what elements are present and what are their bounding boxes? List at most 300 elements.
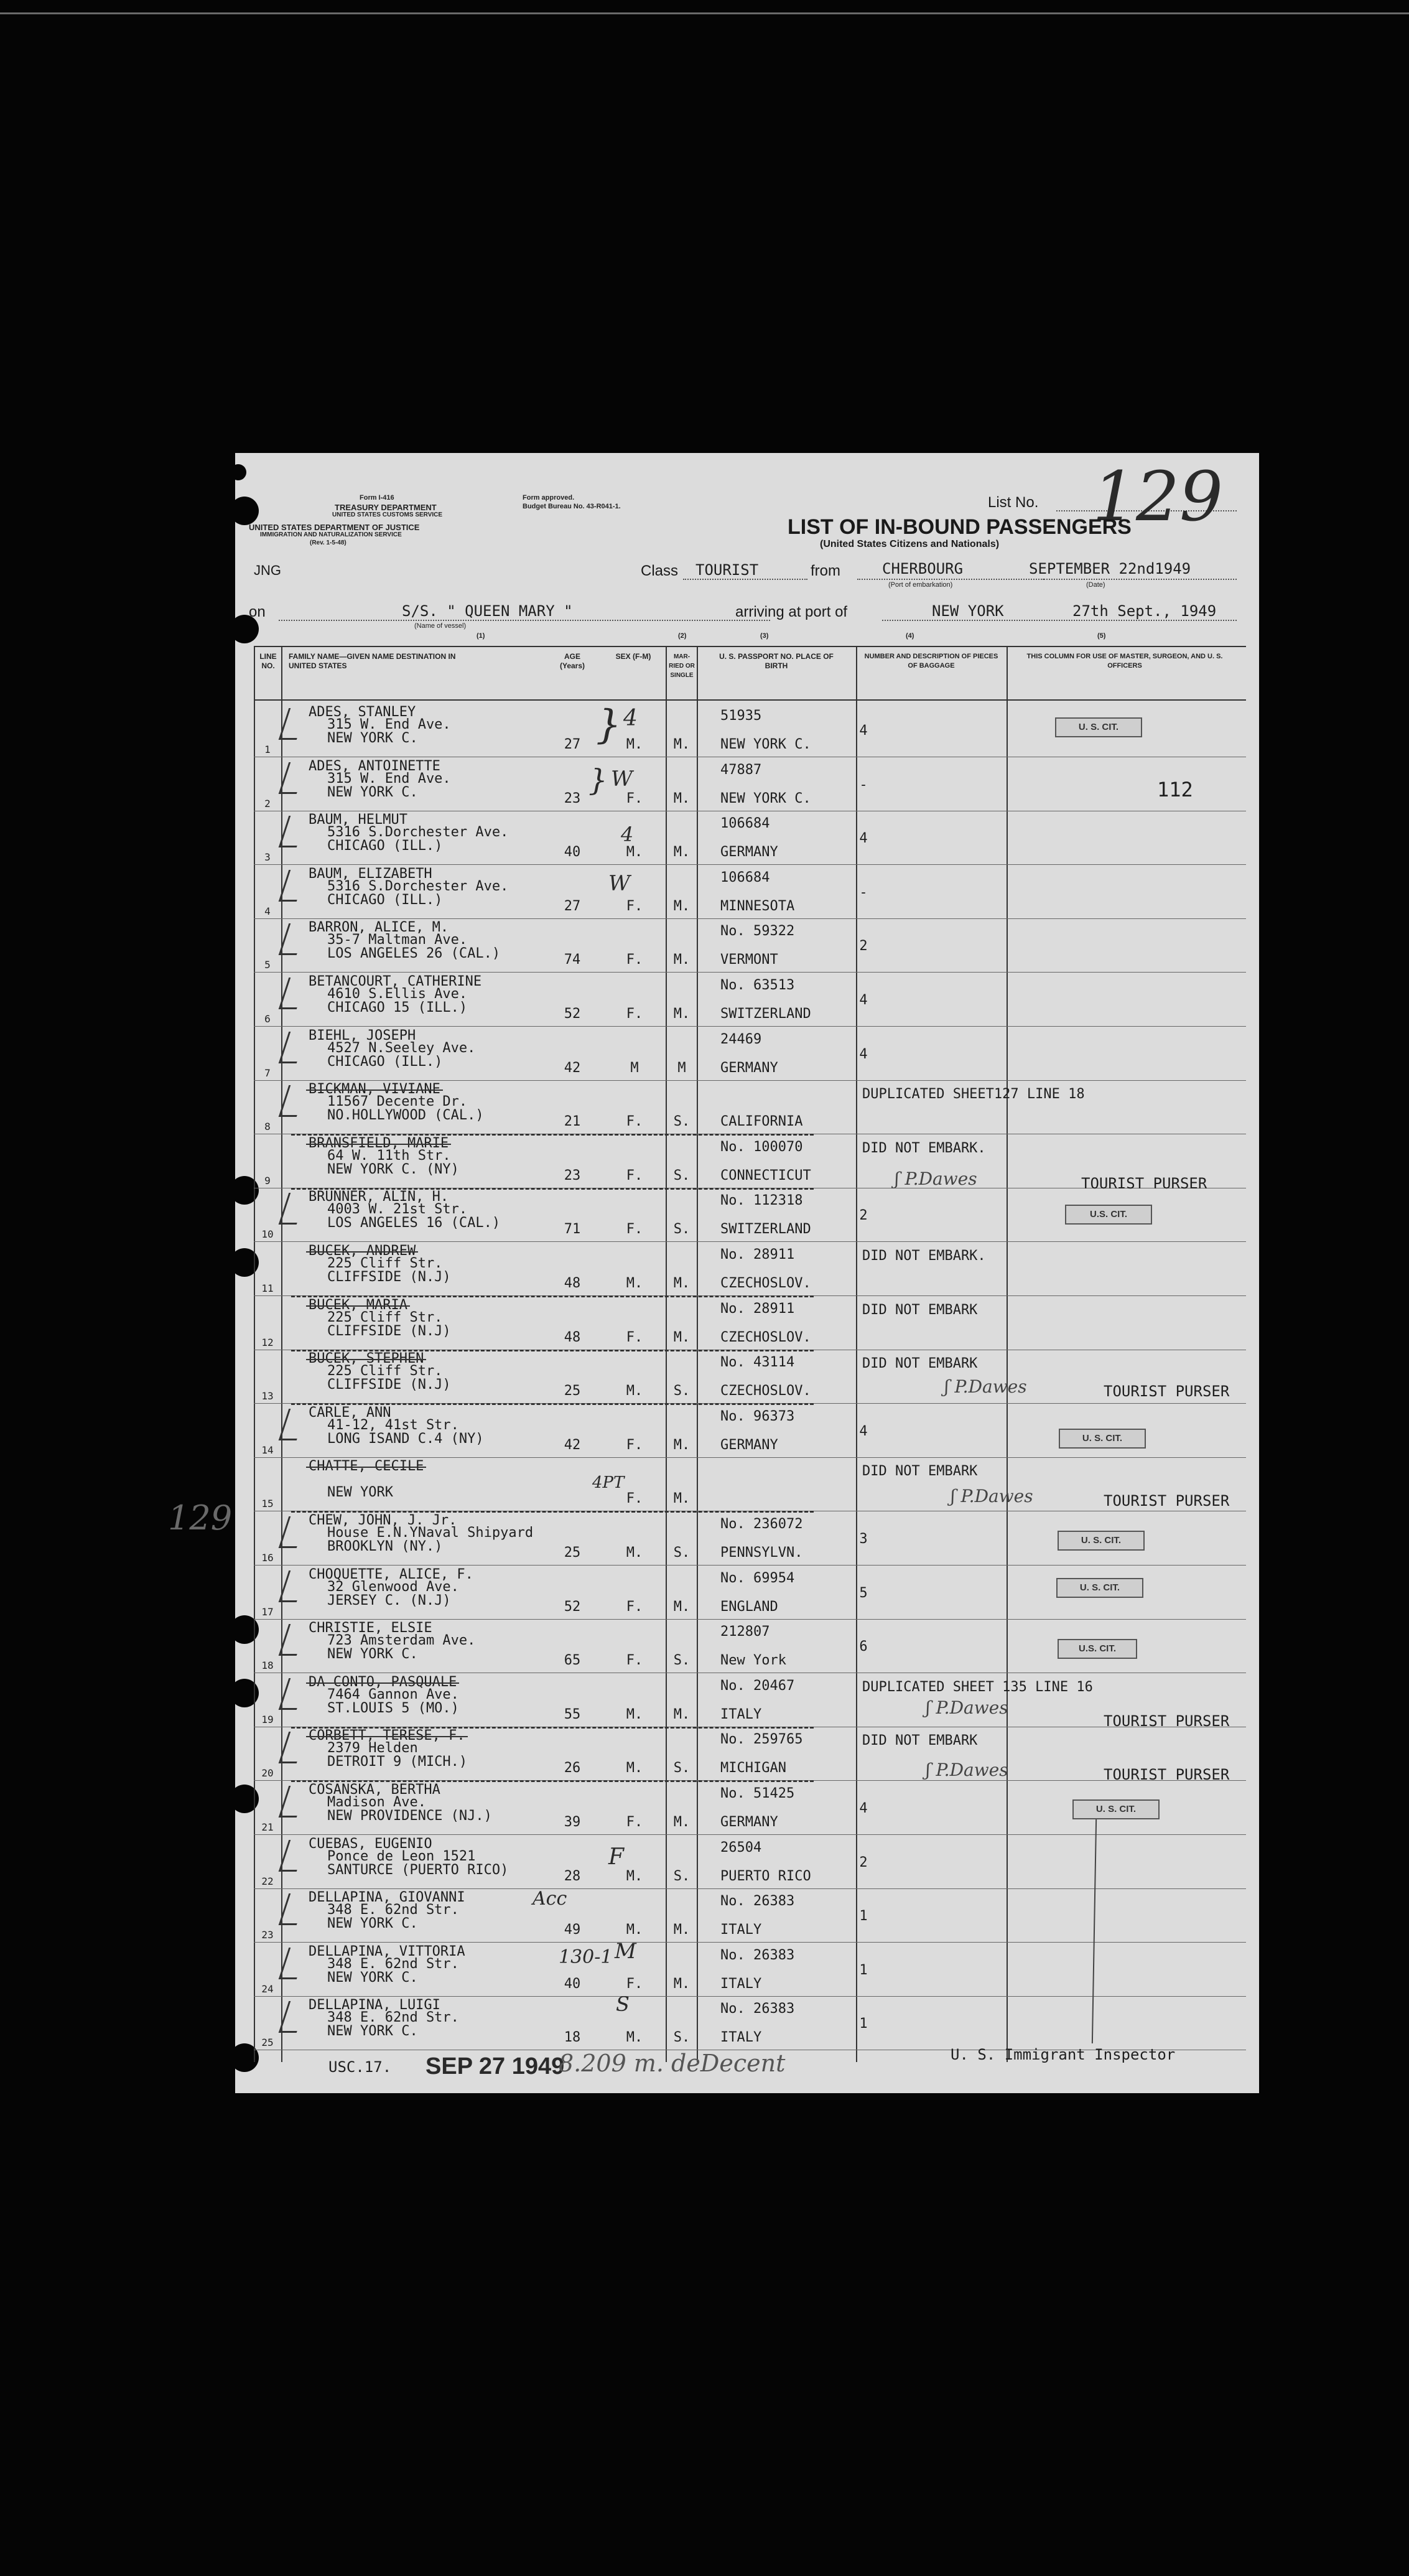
place-of-birth: NEW YORK C. (720, 790, 811, 806)
sex: F. (626, 1976, 643, 1992)
line-number: 3 (264, 851, 271, 864)
sex: F. (626, 952, 643, 968)
line-number: 17 (261, 1605, 274, 1618)
footer-mark: USC.17. (328, 2058, 392, 2076)
arrival-port: NEW YORK (932, 602, 1004, 620)
from-line (857, 579, 1044, 580)
age: 74 (564, 952, 581, 968)
line-number: 2 (264, 797, 271, 810)
row-rule (254, 1834, 1246, 1835)
col-header-age: AGE (Years) (559, 652, 585, 670)
table-row (254, 1028, 1246, 1082)
age: 40 (564, 844, 581, 861)
passport-number: 106684 (720, 869, 770, 885)
place-of-birth: New York (720, 1653, 786, 1669)
line-number: 22 (261, 1875, 274, 1887)
age: 23 (564, 1167, 581, 1183)
page-subtitle: (United States Citizens and Nationals) (820, 539, 1000, 549)
inspector-label: U. S. Immigrant Inspector (951, 2046, 1176, 2063)
line-number: 20 (261, 1767, 274, 1780)
age: 49 (564, 1922, 581, 1938)
place-of-birth: ITALY (720, 1976, 762, 1992)
age: 25 (564, 1545, 581, 1561)
passport-number: 24469 (720, 1031, 762, 1047)
passport-number: No. 28911 (720, 1247, 795, 1262)
passenger-name: CORBETT, TERESE, F. (309, 1728, 465, 1744)
vessel-line (279, 620, 770, 621)
justice-dept: UNITED STATES DEPARTMENT OF JUSTICE (249, 523, 420, 532)
passport-number: No. 96373 (720, 1408, 795, 1424)
marital-status: M (677, 1060, 686, 1076)
marital-status: S. (673, 1653, 691, 1669)
destination: NEW YORK C. (327, 1646, 418, 1663)
class-value: TOURIST (695, 561, 759, 579)
destination: DETROIT 9 (MICH.) (327, 1754, 468, 1770)
destination: ST.LOUIS 5 (MO.) (327, 1700, 459, 1716)
address: 35-7 Maltman Ave. (327, 932, 468, 948)
table-row (254, 1944, 1246, 1998)
col-header-name: FAMILY NAME—GIVEN NAME DESTINATION IN UNITED STATES (289, 652, 456, 670)
table-row (254, 1997, 1246, 2051)
us-cit-stamp: U. S. CIT. (1058, 1531, 1145, 1551)
destination: CLIFFSIDE (N.J) (327, 1377, 451, 1393)
date-caption: (Date) (1086, 581, 1105, 589)
line-number: 15 (261, 1498, 274, 1510)
destination: NO.HOLLYWOOD (CAL.) (327, 1108, 484, 1124)
binder-hole (235, 497, 259, 525)
passport-number: No. 112318 (720, 1193, 803, 1209)
table-row (254, 1728, 1246, 1782)
customs-service: UNITED STATES CUSTOMS SERVICE (332, 511, 443, 518)
col-num-2: (2) (678, 632, 687, 640)
baggage-count: 3 (859, 1531, 868, 1547)
baggage-count: 1 (859, 1962, 868, 1978)
sex: M. (626, 1868, 643, 1884)
marital-status: S. (673, 1868, 691, 1884)
address: 225 Cliff Str. (327, 1363, 443, 1379)
remark: DID NOT EMBARK (862, 1733, 978, 1749)
remark: DID NOT EMBARK (862, 1463, 978, 1480)
address: 225 Cliff Str. (327, 1256, 443, 1271)
place-of-birth: ITALY (720, 1922, 762, 1938)
table-row (254, 1297, 1246, 1351)
row-rule (254, 1942, 1246, 1943)
destination: CHICAGO (ILL.) (327, 1053, 443, 1070)
line-number: 10 (261, 1228, 274, 1241)
line-number: 4 (264, 905, 271, 917)
line-number: 24 (261, 1982, 274, 1995)
col-header-line: LINE NO. (259, 652, 277, 670)
marital-status: M. (673, 1276, 691, 1291)
passenger-name: BUCEK, ANDREW (309, 1243, 416, 1259)
place-of-birth: GERMANY (720, 1437, 778, 1453)
destination: CHICAGO (ILL.) (327, 892, 443, 908)
sex: M. (626, 1706, 643, 1722)
row-rule (254, 1026, 1246, 1027)
age: 28 (564, 1868, 581, 1884)
passport-number: No. 28911 (720, 1300, 795, 1317)
age: 71 (564, 1221, 581, 1238)
passenger-name: COSANSKA, BERTHA (309, 1782, 440, 1798)
sex: F. (626, 1114, 643, 1130)
passenger-name: BARRON, ALICE, M. (309, 920, 449, 936)
age: 40 (564, 1976, 581, 1992)
age: 25 (564, 1383, 581, 1399)
date-stamp: SEP 27 1949 (425, 2053, 565, 2079)
col-num-3: (3) (760, 632, 769, 640)
baggage-count: 4 (859, 831, 868, 847)
place-of-birth: SWITZERLAND (720, 1006, 811, 1022)
sex: F. (626, 1329, 643, 1345)
age: 42 (564, 1060, 581, 1076)
row-rule (254, 1565, 1246, 1566)
marital-status: S. (673, 1114, 691, 1130)
header-bottom-rule (254, 699, 1246, 701)
table-row (254, 1674, 1246, 1729)
budget-bureau: Budget Bureau No. 43-R041-1. (523, 503, 621, 510)
destination: NEW YORK C. (327, 2023, 418, 2040)
line-number: 14 (261, 1444, 274, 1456)
passenger-name: ADES, ANTOINETTE (309, 758, 440, 774)
row-rule (254, 1619, 1246, 1620)
destination: LOS ANGELES 26 (CAL.) (327, 946, 501, 962)
sex: M. (626, 1276, 643, 1291)
address: 4610 S.Ellis Ave. (327, 986, 468, 1002)
passenger-name: ADES, STANLEY (309, 704, 416, 720)
row-rule (254, 1996, 1246, 1997)
table-row (254, 1836, 1246, 1890)
remark: DUPLICATED SHEET127 LINE 18 (862, 1086, 1085, 1103)
margin-page-ref: 129 (168, 1498, 233, 1538)
marital-status: M. (673, 737, 691, 752)
table-row (254, 974, 1246, 1028)
destination: CLIFFSIDE (N.J) (327, 1269, 451, 1285)
sex: F. (626, 1437, 643, 1453)
purser-signature: ʃ P.Dawes (926, 1760, 1008, 1780)
baggage-count: 4 (859, 1801, 868, 1816)
place-of-birth: CZECHOSLOV. (720, 1329, 811, 1345)
baggage-count: - (859, 884, 868, 900)
place-of-birth: ENGLAND (720, 1598, 778, 1615)
line-number: 16 (261, 1552, 274, 1564)
form-approved: Form approved. (523, 494, 575, 502)
col-num-4: (4) (906, 632, 914, 640)
sex: M (630, 1060, 639, 1076)
passenger-name: BIEHL, JOSEPH (309, 1027, 416, 1043)
age: 52 (564, 1006, 581, 1022)
row-rule (254, 864, 1246, 865)
passport-number: 47887 (720, 762, 762, 778)
place-of-birth: PENNSYLVN. (720, 1545, 803, 1561)
destination: SANTURCE (PUERTO RICO) (327, 1862, 509, 1878)
passenger-name: DELLAPINA, VITTORIA (309, 1943, 465, 1959)
handwritten-note: Acc (532, 1888, 567, 1910)
passport-number: 212807 (720, 1624, 770, 1640)
table-row (254, 1890, 1246, 1944)
table-row (254, 1243, 1246, 1297)
line-number: 21 (261, 1821, 274, 1833)
passenger-name: BAUM, ELIZABETH (309, 866, 432, 882)
passenger-name: CHRISTIE, ELSIE (309, 1620, 432, 1636)
baggage-count: 2 (859, 938, 868, 954)
destination: NEW YORK C. (327, 1969, 418, 1986)
age: 27 (564, 898, 581, 914)
line-number: 12 (261, 1336, 274, 1348)
destination: NEW YORK C. (327, 730, 418, 746)
line-number: 13 (261, 1390, 274, 1402)
handwritten-f: F (608, 1844, 624, 1870)
purser-signature: ʃ P.Dawes (944, 1376, 1027, 1397)
place-of-birth: PUERTO RICO (720, 1868, 811, 1884)
handwritten-note: 130-1 (559, 1946, 613, 1968)
age: 39 (564, 1814, 581, 1830)
sex: M. (626, 1545, 643, 1561)
marital-status: M. (673, 1706, 691, 1722)
sex: F. (626, 1167, 643, 1183)
marital-status: M. (673, 790, 691, 806)
baggage-count: 1 (859, 2016, 868, 2032)
destination: LOS ANGELES 16 (CAL.) (327, 1215, 501, 1231)
address: 723 Amsterdam Ave. (327, 1633, 476, 1649)
passenger-name: BRANSFIELD, MARIE (309, 1135, 449, 1151)
line-number: 19 (261, 1713, 274, 1725)
passport-number: No. 51425 (720, 1786, 795, 1801)
row-rule (254, 1241, 1246, 1242)
baggage-count: 6 (859, 1639, 868, 1655)
marital-status: M. (673, 1329, 691, 1345)
address: 315 W. End Ave. (327, 717, 451, 732)
baggage-count: 4 (859, 1046, 868, 1062)
address: 4003 W. 21st Str. (327, 1202, 468, 1218)
sex: F. (626, 1491, 643, 1507)
passport-number: No. 259765 (720, 1732, 803, 1748)
passport-number: No. 43114 (720, 1355, 795, 1371)
marital-status: S. (673, 2030, 691, 2046)
table-top-rule (254, 646, 1246, 647)
destination: CHICAGO 15 (ILL.) (327, 1000, 468, 1015)
age: 18 (564, 2030, 581, 2046)
margin-number: 112 (1157, 778, 1193, 801)
place-of-birth: MINNESOTA (720, 898, 795, 914)
family-brace: } (596, 702, 621, 748)
purser-title: TOURIST PURSER (1081, 1175, 1207, 1192)
col-header-marital: MAR-RIED OR SINGLE (669, 653, 695, 679)
destination: CHICAGO (ILL.) (327, 838, 443, 854)
form-number: Form I-416 (360, 494, 394, 502)
address: 225 Cliff Str. (327, 1309, 443, 1325)
place-of-birth: CALIFORNIA (720, 1114, 803, 1130)
us-cit-stamp: U.S. CIT. (1058, 1639, 1137, 1659)
port-caption: (Port of embarkation) (888, 581, 953, 589)
marital-status: S. (673, 1760, 691, 1776)
marital-status: S. (673, 1545, 691, 1561)
handwritten-s: S (616, 1992, 630, 2016)
sex: M. (626, 1922, 643, 1938)
remark: DID NOT EMBARK. (862, 1140, 986, 1156)
row-rule (254, 918, 1246, 919)
passport-number: No. 100070 (720, 1139, 803, 1155)
family-brace: } (588, 763, 608, 798)
purser-title: TOURIST PURSER (1104, 1712, 1230, 1730)
col-header-baggage: NUMBER AND DESCRIPTION OF PIECES OF BAGGAGE (864, 653, 998, 670)
address: 5316 S.Dorchester Ave. (327, 824, 509, 841)
passport-number: No. 236072 (720, 1516, 803, 1532)
sex: M. (626, 844, 643, 861)
sex: F. (626, 1221, 643, 1238)
sex: F. (626, 1006, 643, 1022)
line-number: 6 (264, 1013, 271, 1025)
destination: JERSEY C. (N.J) (327, 1592, 451, 1608)
us-cit-stamp: U.S. CIT. (1065, 1205, 1152, 1225)
address: 315 W. End Ave. (327, 770, 451, 786)
place-of-birth: CZECHOSLOV. (720, 1276, 811, 1291)
arrival-line (882, 620, 1237, 621)
place-of-birth: GERMANY (720, 1814, 778, 1830)
sex: F. (626, 1598, 643, 1615)
line-number: 11 (261, 1282, 274, 1294)
line-number: 7 (264, 1066, 271, 1079)
handwritten-w: W (608, 871, 630, 896)
class-line (683, 579, 807, 580)
age: 42 (564, 1437, 581, 1453)
baggage-count: 4 (859, 992, 868, 1008)
purser-signature: ʃ P.Dawes (951, 1486, 1033, 1506)
passport-number: No. 26383 (720, 1893, 795, 1910)
class-label: Class (641, 562, 679, 579)
page-title: LIST OF IN-BOUND PASSENGERS (788, 515, 1132, 539)
baggage-count: 2 (859, 1854, 868, 1870)
address: Madison Ave. (327, 1794, 426, 1810)
passport-number: No. 59322 (720, 923, 795, 940)
destination: NEW PROVIDENCE (NJ.) (327, 1808, 492, 1824)
table-row (254, 1081, 1246, 1136)
row-rule (254, 1457, 1246, 1458)
place-of-birth: NEW YORK C. (720, 737, 811, 752)
age: 26 (564, 1760, 581, 1776)
address: 11567 Decente Dr. (327, 1094, 468, 1110)
scanner-top-rule (0, 12, 1409, 14)
address: 5316 S.Dorchester Ave. (327, 878, 509, 894)
passport-number: No. 69954 (720, 1570, 795, 1586)
age: 55 (564, 1706, 581, 1722)
sex: M. (626, 1760, 643, 1776)
place-of-birth: VERMONT (720, 952, 778, 968)
table-row (254, 812, 1246, 866)
place-of-birth: SWITZERLAND (720, 1221, 811, 1238)
destination: NEW YORK (327, 1485, 393, 1501)
address: 348 E. 62nd Str. (327, 1902, 459, 1918)
line-number: 8 (264, 1121, 271, 1133)
line-number: 18 (261, 1659, 274, 1672)
torn-corner (235, 464, 246, 480)
remark: DID NOT EMBARK. (862, 1248, 986, 1264)
marital-status: M. (673, 844, 691, 861)
vessel-name: S/S. " QUEEN MARY " (402, 602, 573, 620)
handwritten-w: W (611, 767, 633, 791)
treasury-dept: TREASURY DEPARTMENT (335, 503, 437, 512)
destination: NEW YORK C. (NY) (327, 1161, 459, 1177)
marital-status: M. (673, 1922, 691, 1938)
table-row (254, 758, 1246, 813)
arrival-date: 27th Sept., 1949 (1072, 602, 1217, 620)
passenger-name: CUEBAS, EUGENIO (309, 1836, 432, 1852)
passenger-name: CARLE, ANN (309, 1404, 391, 1421)
address: 348 E. 62nd Str. (327, 2010, 459, 2026)
passport-number: No. 63513 (720, 978, 795, 993)
passenger-name: BUCEK, MARIA (309, 1297, 407, 1313)
handwritten-4: 4 (621, 823, 634, 846)
purser-signature: ʃ P.Dawes (895, 1169, 977, 1189)
destination: NEW YORK C. (327, 1916, 418, 1932)
passenger-table (254, 646, 1246, 2062)
age: 48 (564, 1329, 581, 1345)
passenger-name: CHOQUETTE, ALICE, F. (309, 1566, 473, 1582)
row-rule (254, 972, 1246, 973)
sex: F. (626, 1814, 643, 1830)
passport-number: 51935 (720, 708, 762, 724)
baggage-count: 1 (859, 1908, 868, 1925)
footer-handwriting: 8.209 m. deDecent (559, 2050, 786, 2077)
embark-date: SEPTEMBER 22nd1949 (1029, 560, 1191, 577)
baggage-count: - (859, 777, 868, 793)
marital-status: S. (673, 1167, 691, 1183)
from-label: from (811, 562, 840, 579)
remark: DID NOT EMBARK (862, 1356, 978, 1372)
place-of-birth: GERMANY (720, 1060, 778, 1076)
address: Ponce de Leon 1521 (327, 1848, 476, 1864)
table-row (254, 1458, 1246, 1513)
address: 32 Glenwood Ave. (327, 1579, 459, 1595)
purser-title: TOURIST PURSER (1104, 1492, 1230, 1510)
address: 64 W. 11th Str. (327, 1147, 451, 1164)
age: 65 (564, 1653, 581, 1669)
clerk-initials: JNG (254, 562, 281, 578)
marital-status: S. (673, 1221, 691, 1238)
sex: M. (626, 737, 643, 752)
passport-number: No. 20467 (720, 1678, 795, 1694)
remark: DUPLICATED SHEET 135 LINE 16 (862, 1679, 1093, 1695)
handwritten-4: 4 (623, 706, 638, 731)
marital-status: M. (673, 1006, 691, 1022)
place-of-birth: GERMANY (720, 844, 778, 861)
line-number: 9 (264, 1174, 271, 1187)
passenger-name: BUCEK, STEPHEN (309, 1351, 424, 1367)
place-of-birth: ITALY (720, 1706, 762, 1722)
marital-status: S. (673, 1383, 691, 1399)
marital-status: M. (673, 952, 691, 968)
passenger-name: CHATTE, CECILE (309, 1458, 424, 1475)
table-row (254, 866, 1246, 920)
us-cit-stamp: U. S. CIT. (1056, 1578, 1143, 1598)
col-header-officers: THIS COLUMN FOR USE OF MASTER, SURGEON, AND U. S. OFFICERS (1026, 653, 1223, 670)
purser-signature: ʃ P.Dawes (926, 1697, 1008, 1718)
ins-service: IMMIGRATION AND NATURALIZATION SERVICE (260, 531, 402, 538)
table-row (254, 920, 1246, 974)
on-label: on (249, 604, 266, 620)
line-number: 25 (261, 2037, 274, 2049)
handwritten-m: M (615, 1939, 636, 1964)
remark: DID NOT EMBARK (862, 1302, 978, 1318)
row-rule (254, 1080, 1246, 1081)
col-num-1: (1) (477, 632, 485, 640)
line-number: 5 (264, 959, 271, 971)
place-of-birth: CZECHOSLOV. (720, 1383, 811, 1399)
sex: F. (626, 898, 643, 914)
destination: NEW YORK C. (327, 784, 418, 800)
marital-status: M. (673, 898, 691, 914)
address: 4527 N.Seeley Ave. (327, 1040, 476, 1056)
age: 23 (564, 790, 581, 806)
